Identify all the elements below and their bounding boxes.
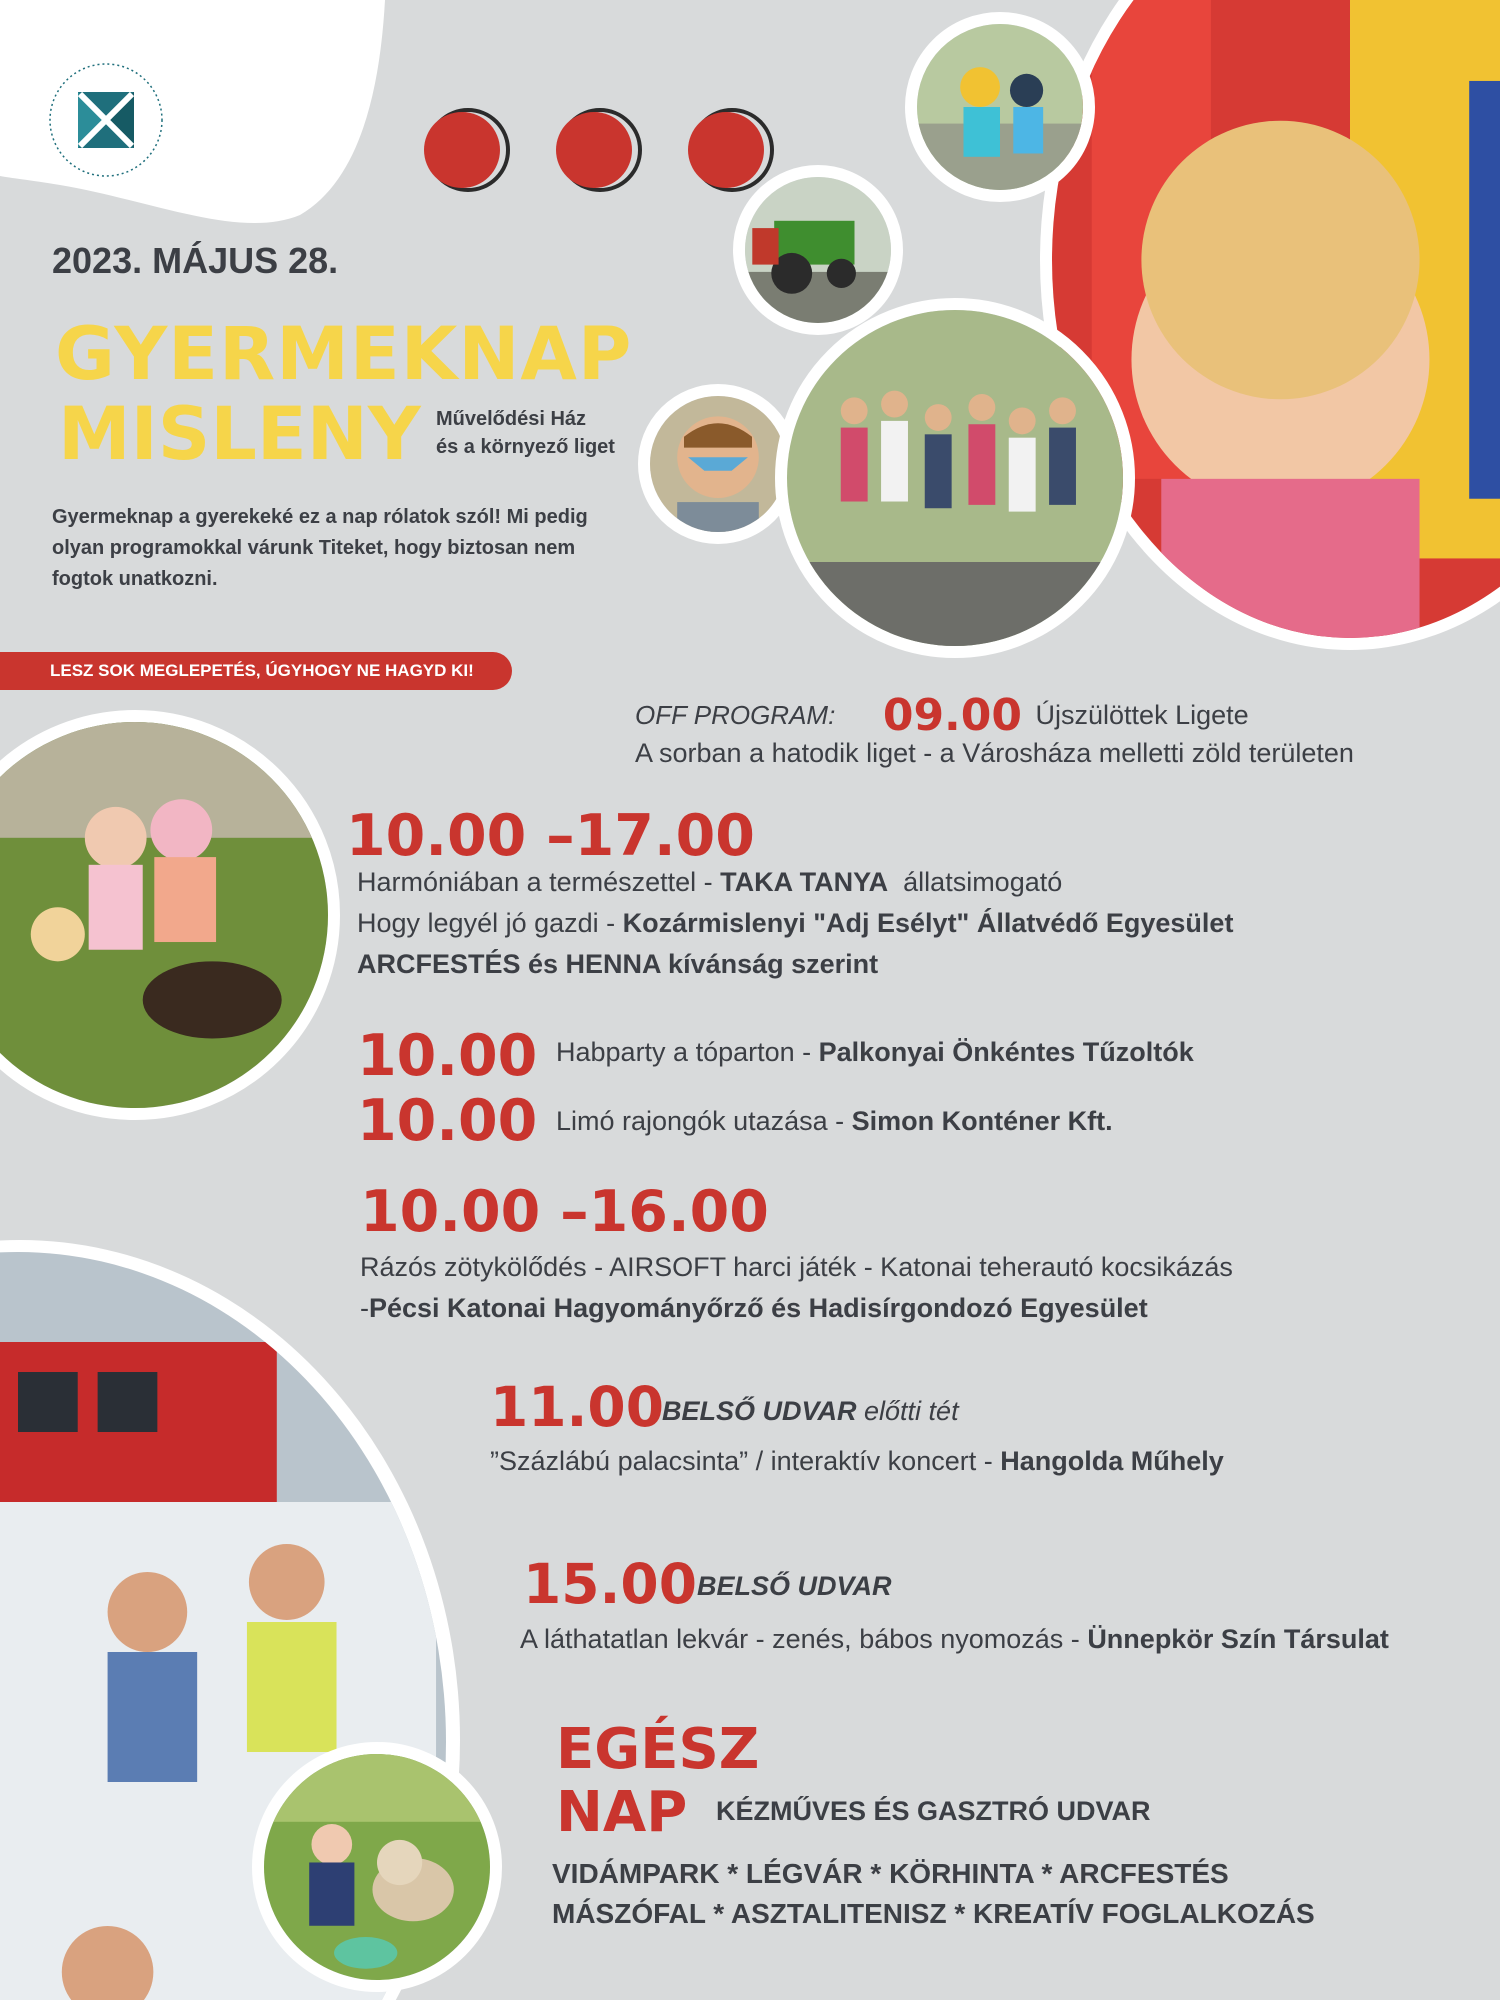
block2-row-a	[556, 1035, 1194, 1070]
block4-line1-bold: Hangolda Műhely	[1000, 1446, 1224, 1476]
allday-subtitle: KÉZMŰVES ÉS GASZTRÓ UDVAR	[716, 1796, 1151, 1826]
block1-line2-bold: Kozármislenyi "Adj Esélyt" Állatvédő Egyesület	[622, 908, 1234, 938]
block4-line1-text: ”Százlábú palacsinta” / interaktív koncert -	[490, 1446, 1001, 1476]
block1-line3: ARCFESTÉS és HENNA kívánság szerint	[357, 949, 879, 979]
block3-line1: Rázós zötykölődés - AIRSOFT harci játék - Katonai teherautó kocsikázás	[360, 1252, 1233, 1282]
block5-time: 15.00	[523, 1552, 697, 1616]
block3-line2	[360, 1291, 1148, 1326]
off-program-row	[635, 690, 1249, 741]
block2-row-b	[556, 1104, 1113, 1139]
block4-place	[662, 1394, 959, 1429]
event-title: GYERMEKNAP	[55, 312, 633, 397]
block1-line2-text: Hogy legyél jó gazdi -	[357, 908, 623, 938]
block1-line1	[357, 865, 1062, 900]
intro-text: Gyermeknap a gyerekeké ez a nap rólatok szól! Mi pedig olyan programokkal várunk Titeket, hogy biztosan nem fogtok unatkozni.	[52, 506, 588, 590]
allday-word2: NAP	[556, 1780, 688, 1845]
tractor-photo	[733, 165, 903, 335]
block4-place-rest: előtti tét	[856, 1396, 959, 1426]
block2-text-a: Habparty a tóparton -	[556, 1037, 819, 1067]
block3-line2-dash: -	[360, 1293, 369, 1323]
venue-text	[436, 405, 615, 461]
crowd-photo	[775, 298, 1135, 658]
venue-line-1: Művelődési Ház	[436, 408, 587, 430]
block5-line1-bold: Ünnepkör Szín Társulat	[1087, 1624, 1389, 1654]
block1-time: 10.00 –17.00	[346, 803, 755, 869]
block5-place: BELSŐ UDVAR	[697, 1571, 892, 1601]
block3-line2-bold: Pécsi Katonai Hagyományőrző és Hadisírgondozó Egyesület	[369, 1293, 1148, 1323]
block2-text-b: Limó rajongók utazása -	[556, 1106, 852, 1136]
block2-time-a: 10.00	[357, 1023, 538, 1089]
block2-bold-a: Palkonyai Önkéntes Tűzoltók	[818, 1037, 1194, 1067]
block1-line1-text: Harmóniában a természettel -	[357, 867, 721, 897]
allday-word1: EGÉSZ	[556, 1717, 760, 1782]
event-date: 2023. MÁJUS 28.	[52, 240, 339, 281]
organization-logo	[46, 60, 166, 180]
block4-place-bold: BELSŐ UDVAR	[662, 1396, 857, 1426]
venue-line-2: és a környező liget	[436, 436, 615, 458]
block2-time-b: 10.00	[357, 1088, 538, 1154]
block4-line1	[490, 1444, 1224, 1479]
goat-petting-photo	[0, 710, 340, 1120]
off-program-time: 09.00	[882, 690, 1023, 741]
block5-line1-text: A láthatatlan lekvár - zenés, bábos nyomozás -	[520, 1624, 1088, 1654]
off-program-detail: A sorban a hatodik liget - a Városháza melletti zöld területen	[635, 738, 1354, 768]
allday-line1: VIDÁMPARK * LÉGVÁR * KÖRHINTA * ARCFESTÉS	[552, 1858, 1229, 1889]
block4-time: 11.00	[490, 1375, 664, 1439]
banner-text: LESZ SOK MEGLEPETÉS, ÚGYHOGY NE HAGYD KI!	[50, 661, 474, 680]
block1-line2	[357, 906, 1233, 941]
block3-time: 10.00 –16.00	[360, 1179, 769, 1245]
off-program-label: OFF PROGRAM:	[635, 700, 836, 730]
decor-circles	[420, 105, 790, 195]
allday-line2: MÁSZÓFAL * ASZTALITENISZ * KREATÍV FOGLALKOZÁS	[552, 1898, 1315, 1929]
off-program-title: Újszülöttek Ligete	[1035, 700, 1249, 730]
event-location-title: MISLENY	[58, 392, 421, 477]
block5-line1	[520, 1622, 1389, 1657]
block1-line1-tail: állatsimogató	[888, 867, 1063, 897]
face-paint-boy-photo	[638, 384, 798, 544]
puppy-photo	[252, 1742, 502, 1992]
kids-bikes-photo	[905, 12, 1095, 202]
surprise-banner	[0, 652, 512, 690]
block2-bold-b: Simon Konténer Kft.	[851, 1106, 1113, 1136]
block1-line1-bold: TAKA TANYA	[720, 867, 889, 897]
